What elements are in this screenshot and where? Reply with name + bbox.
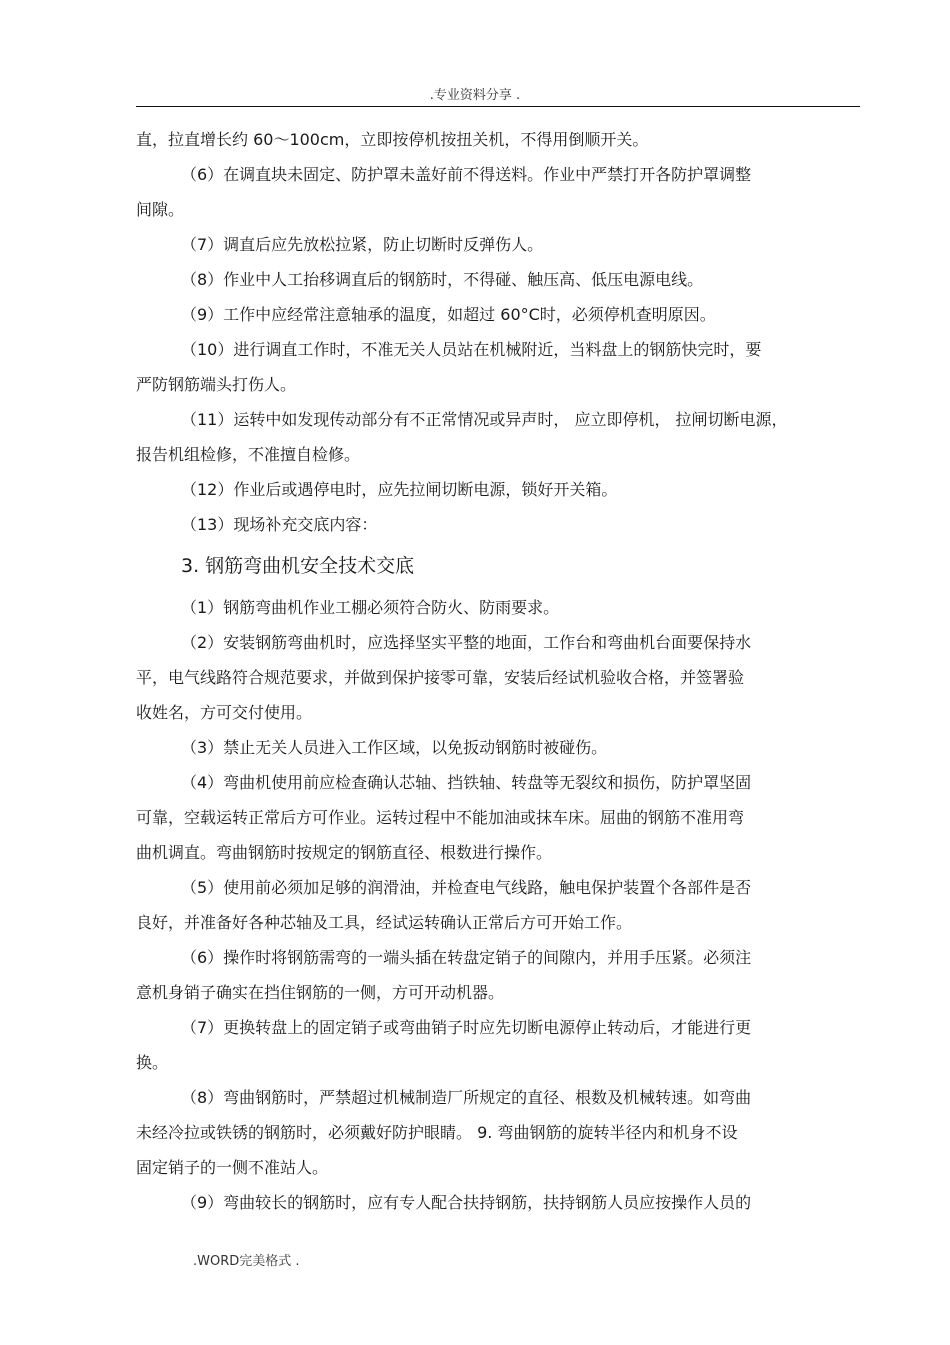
text-line: （8）作业中人工抬移调直后的钢筋时，不得碰、触压高、低压电源电线。 bbox=[181, 270, 704, 289]
text-line: （11）运转中如发现传动部分有不正常情况或异声时， 应立即停机， 拉闸切断电源， bbox=[181, 410, 788, 429]
text-line: 曲机调直。弯曲钢筋时按规定的钢筋直径、根数进行操作。 bbox=[136, 843, 553, 862]
text-line: （9）弯曲较长的钢筋时，应有专人配合扶持钢筋，扶持钢筋人员应按操作人员的 bbox=[181, 1193, 752, 1212]
text-line: （4）弯曲机使用前应检查确认芯轴、挡铁轴、转盘等无裂纹和损伤，防护罩坚固 bbox=[181, 773, 752, 792]
text-line: （3）禁止无关人员进入工作区域，以免扳动钢筋时被碰伤。 bbox=[181, 738, 608, 757]
text-line: （6）在调直块未固定、防护罩未盖好前不得送料。作业中严禁打开各防护罩调整 bbox=[181, 165, 752, 184]
text-line: 直，拉直增长约 60～100cm，立即按停机按扭关机，不得用倒顺开关。 bbox=[136, 130, 649, 149]
text-line: 严防钢筋端头打伤人。 bbox=[136, 375, 297, 394]
text-line: 换。 bbox=[136, 1053, 169, 1072]
text-line: （7）更换转盘上的固定销子或弯曲销子时应先切断电源停止转动后，才能进行更 bbox=[181, 1018, 752, 1037]
text-line: （9）工作中应经常注意轴承的温度，如超过 60°C时，必须停机查明原因。 bbox=[181, 305, 716, 324]
text-line: （10）进行调直工作时，不准无关人员站在机械附近，当料盘上的钢筋快完时，要 bbox=[181, 340, 762, 359]
text-line: 良好，并准备好各种芯轴及工具，经试运转确认正常后方可开始工作。 bbox=[136, 913, 633, 932]
page-footer: .WORD完美格式 . bbox=[193, 1254, 300, 1269]
page-header: .专业资料分享 . bbox=[429, 88, 521, 103]
text-line: （7）调直后应先放松拉紧，防止切断时反弹伤人。 bbox=[181, 235, 544, 254]
text-line: 固定销子的一侧不准站人。 bbox=[136, 1158, 329, 1177]
section-heading: 3. 钢筋弯曲机安全技术交底 bbox=[181, 555, 415, 577]
text-line: （5）使用前必须加足够的润滑油，并检查电气线路，触电保护装置个各部件是否 bbox=[181, 878, 752, 897]
document-body bbox=[136, 122, 860, 1220]
text-line: （13）现场补充交底内容： bbox=[181, 515, 378, 534]
text-line: 间隙。 bbox=[136, 200, 185, 219]
text-line: 平，电气线路符合规范要求，并做到保护接零可靠，安装后经试机验收合格，并签署验 bbox=[136, 668, 745, 687]
text-line: 收姓名，方可交付使用。 bbox=[136, 703, 313, 722]
text-line: （6）操作时将钢筋需弯的一端头插在转盘定销子的间隙内，并用手压紧。必须注 bbox=[181, 948, 752, 967]
text-line: 可靠，空载运转正常后方可作业。运转过程中不能加油或抹车床。屈曲的钢筋不准用弯 bbox=[136, 808, 745, 827]
text-line: （1）钢筋弯曲机作业工棚必须符合防火、防雨要求。 bbox=[181, 598, 560, 617]
text-line: （12）作业后或遇停电时，应先拉闸切断电源，锁好开关箱。 bbox=[181, 480, 618, 499]
header-rule bbox=[136, 106, 860, 107]
text-line: （2）安装钢筋弯曲机时，应选择坚实平整的地面，工作台和弯曲机台面要保持水 bbox=[181, 633, 752, 652]
text-line: 未经冷拉或铁锈的钢筋时，必须戴好防护眼睛。 9. 弯曲钢筋的旋转半径内和机身不设 bbox=[136, 1123, 738, 1142]
text-line: 报告机组检修，不准擅自检修。 bbox=[136, 445, 361, 464]
text-line: 意机身销子确实在挡住钢筋的一侧，方可开动机器。 bbox=[136, 983, 505, 1002]
text-line: （8）弯曲钢筋时，严禁超过机械制造厂所规定的直径、根数及机械转速。如弯曲 bbox=[181, 1088, 752, 1107]
